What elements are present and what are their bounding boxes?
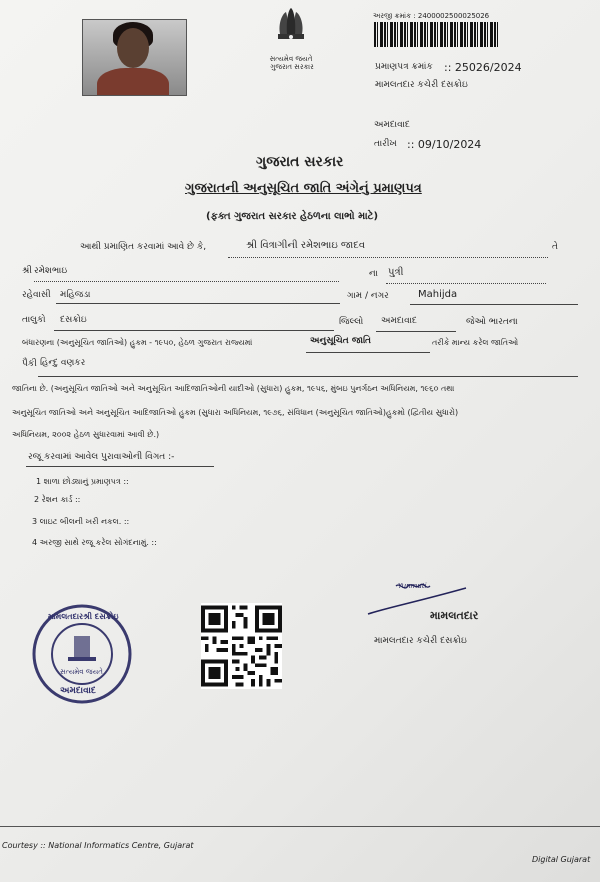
certificate-title: ગુજરાતની અનુસૂચિત જાતિ અંગેનું પ્રમાણપત્ર [185, 181, 422, 196]
issuing-office: મામલતદાર કચેરી દસક્રોઇ [375, 80, 468, 90]
signatory-office: મામલતદાર કચેરી દસક્રોઇ [374, 636, 467, 646]
issue-date: :: 09/10/2024 [407, 138, 482, 151]
emblem-caption: ગુજરાત સરકાર [270, 63, 314, 71]
applicant-name: શ્રી વિત્રાગીની રમેશભાઇ જાદવ [246, 240, 366, 251]
seal-motto: સત્યમેવ જયતે [60, 668, 103, 676]
document-item: 2 રેશન કાર્ડ :: [34, 495, 81, 504]
taluka-value: દસક્રોઇ [60, 315, 87, 325]
certify-text: આથી પ્રમાણિત કરવામાં આવે છે કે, [80, 242, 207, 252]
father-name: રમેશભાઇ [34, 266, 68, 276]
paiki-label: પૈકી [22, 359, 37, 369]
legal-text-line-3: અધિનિયમ, ૨૦૦૨ હેઠળ સુધારવામાં આવી છે.) [12, 430, 160, 439]
recognized-text: તરીકે માન્ય કરેલ જાતિઓ [432, 338, 519, 347]
village-label: ગામ / નગર [347, 291, 389, 301]
te-text: તે [552, 242, 558, 252]
na-label: ના [369, 269, 378, 279]
district-label: જિલ્લો [339, 317, 364, 327]
government-heading: ગુજરાત સરકાર [256, 154, 344, 170]
india-text: જેઓ ભારતના [466, 317, 518, 327]
applicant-photo [82, 19, 187, 96]
certificate-number: :: 25026/2024 [444, 61, 522, 74]
application-number: અરજી ક્રમાંક : 2400002500025026 [373, 12, 490, 20]
district-value: અમદાવાદ [381, 316, 417, 326]
seal-bottom-text: અમદાવાદ [60, 686, 96, 696]
ashoka-emblem-icon [268, 4, 314, 54]
signatory-designation: મામલતદાર [430, 609, 479, 622]
shri-label: શ્રી [22, 266, 32, 276]
certificate-number-label: પ્રમાણપત્ર ક્રમાંક [375, 62, 433, 72]
legal-text-line-2: અનુસૂચિત જાતિઓ અને અનુસૂચિત આદિજાતિઓ હુકમ (સુધારા અધિનિયમ, ૧૯૭૬, સંવિધાન (અનુસૂચિત જાતિઓ)હુકમો (દ્વિતીય સુધારો) [12, 408, 459, 417]
document-item: 3 લાઇટ બીલની ખરી નકલ. :: [32, 517, 130, 526]
legal-text-line-1: જાતિના છે. (અનુસૂચિત જાતિઓ અને અનુસૂચિત આદિજાતિઓની યાદીઓ (સુધારા) હુકમ, ૧૯૫૬, મુંબઇ પુનર્ગઠન અધિનિયમ, ૧૯૬૦ તથા [12, 384, 455, 393]
courtesy-text: Courtesy :: National Informatics Centre, Gujarat [2, 841, 194, 850]
barcode [374, 22, 500, 47]
certificate-subtitle: (ફક્ત ગુજરાત સરકાર હેઠળના લાભો માટે) [206, 211, 379, 222]
category-value: અનુસૂચિત જાતિ [310, 336, 371, 346]
village-value: Mahijda [418, 289, 458, 300]
footer [0, 826, 600, 882]
qr-code [201, 603, 282, 689]
document-item: 4 અરજી સાથે રજૂ કરેલ સોગંદનામું. :: [32, 538, 157, 547]
document-item: 1 શાળા છોડ્યાનું પ્રમાણપત્ર :: [36, 477, 129, 486]
city: અમદાવાદ [374, 120, 410, 130]
documents-heading: રજૂ કરવામાં આવેલ પુરાવાઓની વિગત :- [28, 452, 175, 462]
relation: પુત્રી [388, 267, 404, 278]
taluka-label: તાલુકો [22, 315, 46, 325]
caste-value: હિન્દુ વણકર [40, 358, 86, 368]
constitution-text: બંધારણના (અનુસૂચિત જાતિઓ) હુકમ - ૧૯૫૦, હેઠળ ગુજરાત રાજ્યમાં [22, 338, 253, 347]
seal-top-text: મામલતદારશ્રી દસક્રોઇ [48, 612, 119, 621]
date-label: તારીખ [374, 139, 397, 149]
brand-text: Digital Gujarat [532, 855, 591, 864]
emblem-motto: સત્યમેવ જયતે [269, 55, 313, 63]
resident-label: રહેવાસી [22, 290, 51, 300]
resident-value: મહિજડા [60, 290, 91, 300]
signature-scribble: Yunmuti [398, 582, 427, 590]
official-seal [30, 602, 134, 706]
